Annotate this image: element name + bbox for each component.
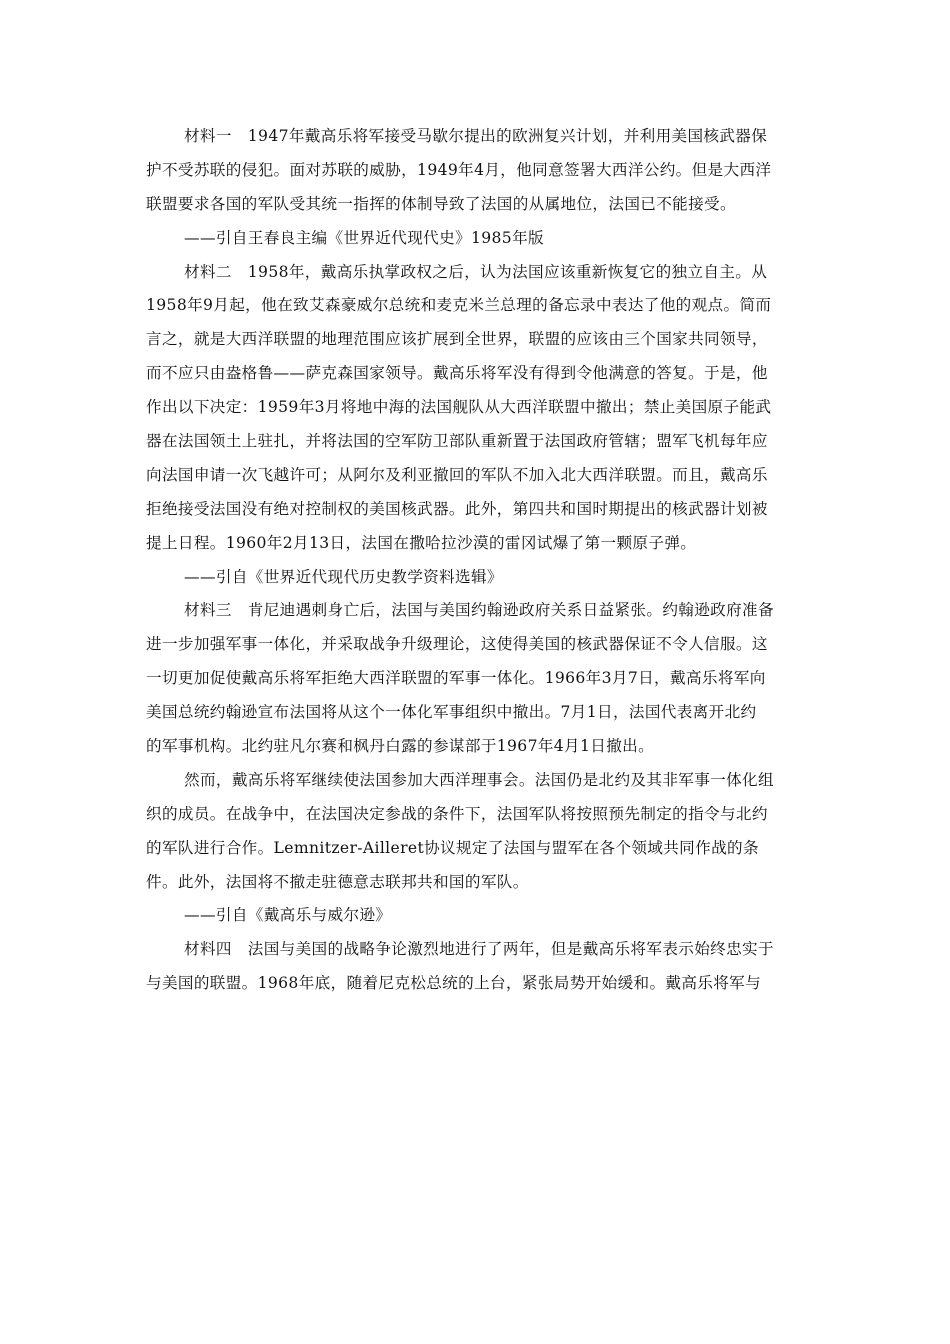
text-line: 护不受苏联的侵犯。面对苏联的威胁，1949年4月，他同意签署大西洋公约。但是大西洋 bbox=[146, 160, 772, 179]
text-line: 言之，就是大西洋联盟的地理范围应该扩展到全世界，联盟的应该由三个国家共同领导， bbox=[146, 330, 768, 349]
text-line: 器在法国领土上驻扎，并将法国的空军防卫部队重新置于法国政府管辖；盟军飞机每年应 bbox=[146, 432, 768, 451]
text-line: 的军队进行合作。Lemnitzer-Ailleret协议规定了法国与盟军在各个领域共同作战的条 bbox=[146, 838, 759, 857]
text-line: 一切更加促使戴高乐将军拒绝大西洋联盟的军事一体化。1966年3月7日，戴高乐将军向 bbox=[146, 669, 766, 688]
text-line: 进一步加强军事一体化，并采取战争升级理论，这使得美国的核武器保证不令人信服。这 bbox=[146, 635, 768, 654]
text-line: 联盟要求各国的军队受其统一指挥的体制导致了法国的从属地位，法国已不能接受。 bbox=[146, 194, 736, 213]
citation-line: ——引自《戴高乐与威尔逊》 bbox=[184, 906, 392, 925]
text-line: 织的成员。在战争中，在法国决定参战的条件下，法国军队将按照预先制定的指令与北约 bbox=[146, 804, 768, 823]
text-line: 向法国申请一次飞越许可；从阿尔及利亚撤回的军队不加入北大西洋联盟。而且，戴高乐 bbox=[146, 465, 768, 484]
citation-line: ——引自王春良主编《世界近代现代史》1985年版 bbox=[184, 228, 544, 247]
text-line: 材料四 法国与美国的战略争论激烈地进行了两年，但是戴高乐将军表示始终忠实于 bbox=[184, 940, 774, 959]
text-line: 而不应只由盎格鲁——萨克森国家领导。戴高乐将军没有得到令他满意的答复。于是，他 bbox=[146, 364, 768, 383]
text-line: 1958年9月起，他在致艾森豪威尔总统和麦克米兰总理的备忘录中表达了他的观点。简而 bbox=[146, 296, 772, 315]
text-line: 美国总统约翰逊宣布法国将从这个一体化军事组织中撤出。7月1日，法国代表离开北约 bbox=[146, 703, 757, 722]
text-line: 件。此外，法国将不撤走驻德意志联邦共和国的军队。 bbox=[146, 872, 529, 891]
document-body bbox=[146, 120, 806, 1001]
text-line: 的军事机构。北约驻凡尔赛和枫丹白露的参谋部于1967年4月1日撤出。 bbox=[146, 737, 655, 756]
text-line: 材料二 1958年，戴高乐执掌政权之后，认为法国应该重新恢复它的独立自主。从 bbox=[184, 262, 768, 281]
text-line: 材料一 1947年戴高乐将军接受马歇尔提出的欧洲复兴计划，并利用美国核武器保 bbox=[184, 127, 768, 145]
text-line: 与美国的联盟。1968年底，随着尼克松总统的上台，紧张局势开始缓和。戴高乐将军与 bbox=[146, 974, 762, 993]
text-line: 材料三 肯尼迪遇刺身亡后，法国与美国约翰逊政府关系日益紧张。约翰逊政府准备 bbox=[184, 601, 774, 620]
text-line: 提上日程。1960年2月13日，法国在撒哈拉沙漠的雷冈试爆了第一颗原子弹。 bbox=[146, 533, 697, 552]
citation-line: ——引自《世界近代现代历史教学资料选辑》 bbox=[184, 567, 503, 586]
text-line: 拒绝接受法国没有绝对控制权的美国核武器。此外，第四共和国时期提出的核武器计划被 bbox=[146, 499, 768, 518]
text-line: 作出以下决定：1959年3月将地中海的法国舰队从大西洋联盟中撤出；禁止美国原子能武 bbox=[146, 398, 772, 417]
text-line: 然而，戴高乐将军继续使法国参加大西洋理事会。法国仍是北约及其非军事一体化组 bbox=[184, 770, 774, 789]
